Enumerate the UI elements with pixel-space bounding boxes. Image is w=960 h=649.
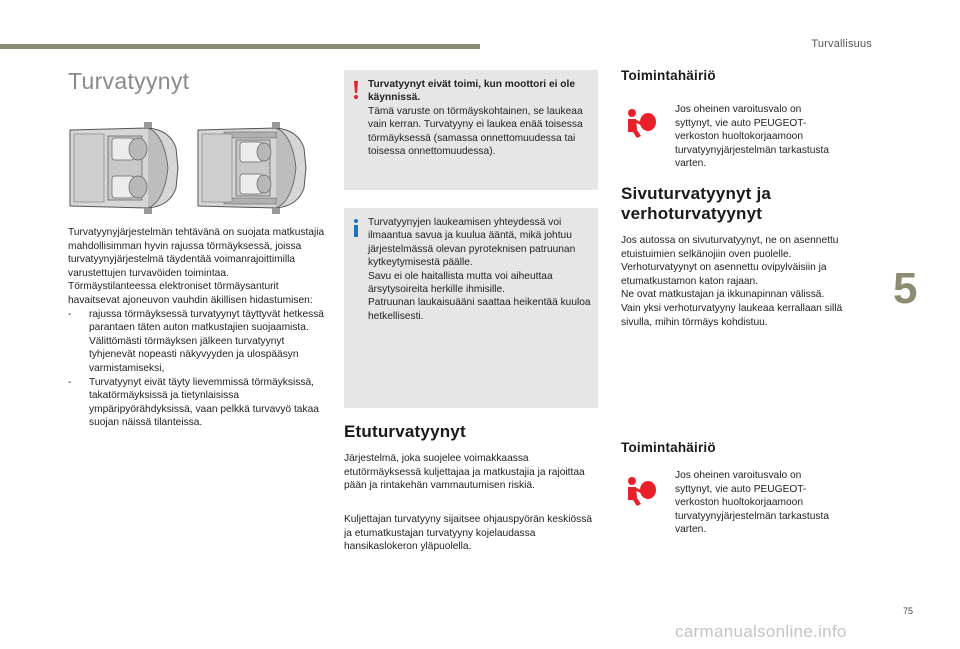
- warning-note-text: Tämä varuste on törmäyskohtainen, se laukeaa vain kerran. Turvatyyny ei laukea enää toisessa törmäyksessä (samassa onnettomuudessa tai toisessa onnettomuudessa).: [368, 105, 583, 158]
- side-airbags-paragraph-1: Jos autossa on sivuturvatyynyt, ne on asennettu etuistuimien selkänojiin oven puolelle.: [621, 235, 839, 260]
- page-title: Turvatyynyt: [68, 68, 190, 94]
- front-airbags-paragraph-1: Järjestelmä, joka suojelee voimakkaassa etutörmäyksessä kuljettajaa ja matkustajia ja rajoittaa pään ja rintakehän vammautumisen riskiä.: [344, 453, 585, 492]
- front-airbags-paragraph-2: Kuljettajan turvatyyny sijaitsee ohjauspyörän keskiössä ja etumatkustajan turvatyyny kojelaudassa hansikaslokeron yläpuolella.: [344, 514, 593, 553]
- car-airbag-illustration-side: [194, 118, 308, 218]
- front-airbags-heading: Etuturvatyynyt: [344, 422, 466, 441]
- intro-paragraph: Turvatyynyjärjestelmän tehtävänä on suojata matkustajia mahdollisimman hyvin rajussa törmäyksessä, joissa turvatyynyjärjestelmä täydentää voimanrajoittimilla varustettujen turvavöiden toimintaa.: [68, 227, 325, 279]
- exclamation-icon: [350, 80, 362, 100]
- warning-note-content: [368, 78, 594, 158]
- intro-text: [68, 226, 328, 430]
- side-airbags-paragraph-2: Verhoturvatyynyt on asennettu ovipylväisiin ja etumatkustamon katon rajaan.: [621, 262, 827, 287]
- warning-note-title: Turvatyynyt eivät toimi, kun moottori ei ole käynnissä.: [368, 79, 575, 104]
- info-note-text-2: Savu ei ole haitallista mutta voi aiheuttaa ärsytysoireita herkille ihmisille.: [368, 270, 553, 296]
- car-airbag-illustration-front: [66, 118, 180, 218]
- info-note-content: [368, 216, 594, 323]
- fault-heading-2: Toimintahäiriö: [621, 440, 716, 455]
- airbag-warning-icon: [624, 108, 660, 140]
- info-icon: [350, 218, 362, 238]
- side-airbags-paragraph-3: Ne ovat matkustajan ja ikkunapinnan välissä.: [621, 289, 825, 301]
- header-rule: [0, 44, 480, 49]
- fault-heading-1: Toimintahäiriö: [621, 68, 716, 83]
- page-number: 75: [903, 606, 914, 616]
- airbag-warning-icon: [624, 476, 660, 508]
- side-airbags-heading: Sivuturvatyynyt ja verhoturvatyynyt: [621, 184, 772, 223]
- info-note-text-1: Turvatyynyjen laukeamisen yhteydessä voi ilmaantua savua ja kuulua ääntä, mikä johtuu järjestelmässä olevan pyroteknisen patruunan kytkeytymisestä päälle.: [368, 217, 576, 269]
- info-note: [344, 208, 598, 408]
- list-item: - rajussa törmäyksessä turvatyynyt täyttyvät hetkessä parantaen täten auton matkustajien suojaamista. Välittömästi törmäyksen jälkeen turvatyynyt tyhjenevät nopeasti näkyvyyden ja ulospääsyn varmistamiseksi,: [68, 308, 328, 376]
- watermark: carmanualsonline.info: [675, 622, 847, 641]
- warning-note: [344, 70, 598, 190]
- fault-text-1: Jos oheinen varoitusvalo on syttynyt, vie auto PEUGEOT-verkoston huoltokorjaamoon turvatyynyjärjestelmän tarkastusta varten.: [675, 104, 830, 170]
- side-airbags-text: [621, 234, 871, 329]
- intro-bullet-list: [68, 308, 328, 430]
- intro-paragraph-2: Törmäystilanteessa elektroniset törmäysanturit havaitsevat ajoneuvon vauhdin äkillisen hidastumisen:: [68, 281, 313, 306]
- info-note-text-3: Patruunan laukaisuääni saattaa heikentää kuuloa hetkellisesti.: [368, 297, 591, 322]
- section-name: Turvallisuus: [811, 38, 872, 50]
- chapter-number: 5: [893, 264, 918, 313]
- list-item: - Turvatyynyt eivät täyty lievemmissä törmäyksissä, takatörmäyksissä ja tietynlaisissa ympäripyörähdyksissä, vaan pelkkä turvavyö takaa suojan näissä tilanteissa.: [68, 376, 328, 430]
- fault-text-2: Jos oheinen varoitusvalo on syttynyt, vie auto PEUGEOT-verkoston huoltokorjaamoon turvatyynyjärjestelmän tarkastusta varten.: [675, 470, 830, 536]
- side-airbags-paragraph-4: Vain yksi verhoturvatyyny laukeaa kerrallaan sillä sivulla, mihin törmäys kohdistuu.: [621, 302, 843, 328]
